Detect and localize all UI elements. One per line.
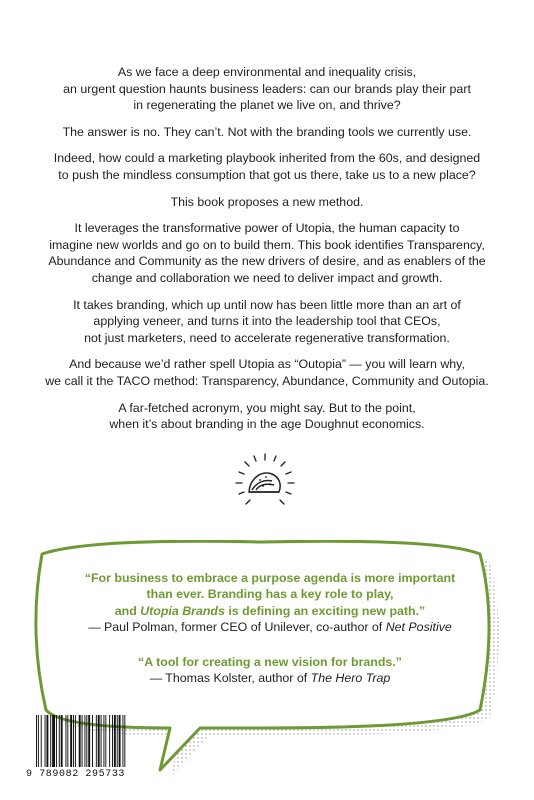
paragraph-2: The answer is no. They can’t. Not with the branding tools we currently use. (62, 124, 472, 139)
endorsement-attribution-1: — Paul Polman, former CEO of Unilever, co-author of Net Positive (88, 620, 452, 635)
taco-icon (232, 450, 298, 516)
paragraph-7: And because we’d rather spell Utopia as “Outopia” — you will learn why, we call it the TACO method: Transparency, Abundance, Community and Outopia. (45, 357, 489, 388)
paragraph-8: A far-fetched acronym, you might say. But to the point, when it’s about branding in the age Doughnut economics. (109, 400, 425, 432)
description-text (30, 64, 504, 443)
barcode-icon (36, 715, 148, 767)
isbn-number: 9 789082 295733 (26, 769, 126, 780)
endorsement-quote-2: “A tool for creating a new vision for brands.” (138, 654, 402, 669)
endorsement-quote-1: “For business to embrace a purpose agenda is more important than ever. Branding has a key role to play, and Utopia Brands is defining an exciting new path.” (84, 571, 456, 618)
paragraph-3: Indeed, how could a marketing playbook inherited from the 60s, and designed to push the mindless consumption that got us there, take us to a new place? (53, 151, 481, 182)
endorsement-attribution-2: — Thomas Kolster, author of The Hero Trap (149, 671, 391, 686)
paragraph-1: As we face a deep environmental and inequality crisis, an urgent question haunts business leaders: can our brands play their part in regenerating the planet we live on, and thrive? (63, 65, 471, 113)
paragraph-4: This book proposes a new method. (170, 194, 364, 209)
paragraph-5: It leverages the transformative power of Utopia, the human capacity to imagine new worlds and go on to build them. This book identifies Transparency, Abundance and Community as the new drivers of desire, and as enablers of the change and collaboration we need to deliver impact and growth. (48, 221, 486, 285)
paragraph-6: It takes branding, which up until now has been little more than an art of applying veneer, and turns it into the leadership tool that CEOs, not just marketers, need to accelerate regenerative transformation. (73, 297, 461, 345)
endorsements (70, 570, 470, 686)
